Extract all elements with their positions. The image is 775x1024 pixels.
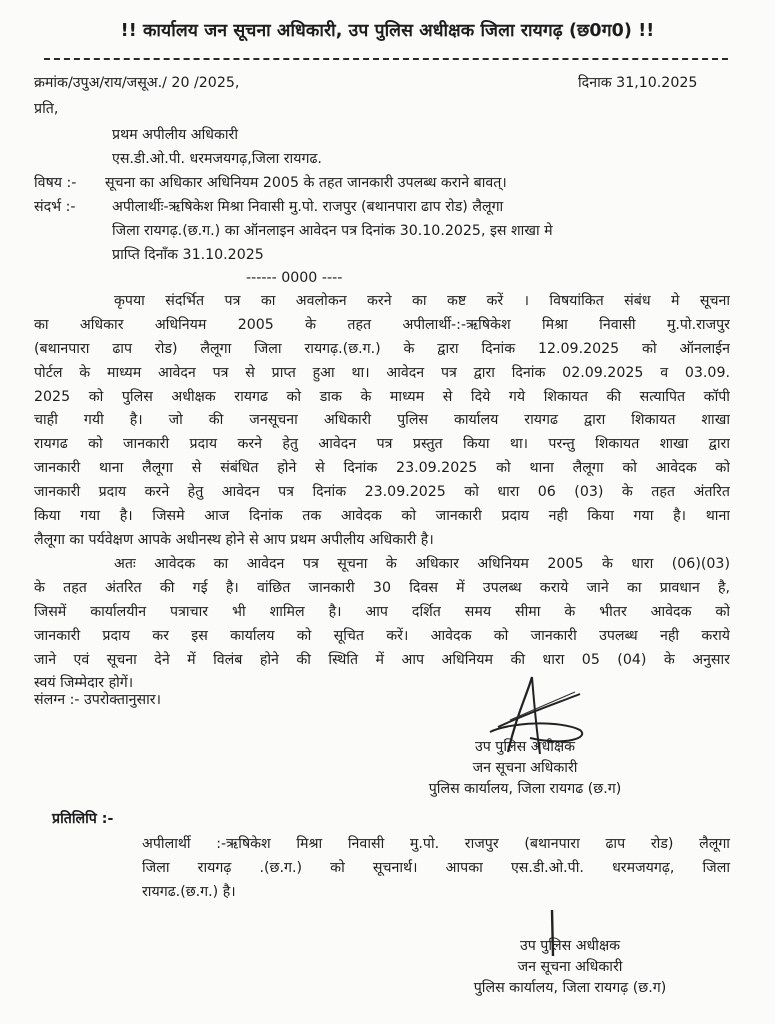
letter-heading: !! कार्यालय जन सूचना अधिकारी, उप पुलिस अधीक्षक जिला रायगढ़ (छ0ग0) !! [120,21,655,41]
body-paragraph-2 [34,553,730,696]
reference-line-1: अपीलार्थीः-ऋषिकेश मिश्रा निवासी मु.पो. राजपुर (बथानपारा ढाप रोड) लैलूगा [112,199,504,215]
reference-label: संदर्भ :- [34,199,76,215]
body-line: स्वयं जिम्मेदार होगें। [34,675,134,692]
body-line: किया गया है। जिसमे आज दिनांक तक आवेदक को जानकारी प्रदाय नही किया गया है। थाना [34,508,730,525]
signature-block-2 [430,936,710,999]
reference-number: क्रमांक/उपुअ/राय/जसूअ./ 20 /2025, [34,75,240,91]
subject-label: विषय :- [34,175,77,191]
section-separator: ------ 0000 ---- [246,270,343,286]
signatory-designation: उप पुलिस अधीक्षक [519,938,621,954]
body-line: का अधिकार अधिनियम 2005 के तहत अपीलार्थी-:-ऋषिकेश मिश्रा निवासी मु.पो.राजपुर [34,316,730,333]
signatory-office: पुलिस कार्यालय, जिला रायगढ (छ.ग) [428,781,622,797]
body-line: जानकारी प्रदाय करने हेतु आवेदन पत्र दिनांक 23.09.2025 को धारा 06 (03) के तहत अंतरित [34,484,730,501]
reference-line-3: प्राप्ति दिनाँक 31.10.2025 [112,247,264,263]
body-line: चाही गयी है। जो की जनसूचना अधिकारी पुलिस कार्यालय रायगढ द्वारा शिकायत शाखा [34,412,730,429]
signature-block-1 [420,737,630,800]
body-line: पोर्टल के माध्यम आवेदन पत्र से प्राप्त हुआ था। आवेदन पत्र द्वारा दिनांक 02.09.2025 व 03.09. [34,364,730,381]
recipient-line-2: एस.डी.ओ.पी. धरमजयगढ़,जिला रायगढ. [112,151,322,167]
enclosure: संलग्न :- उपरोक्तानुसार। [34,692,161,708]
copy-line: रायगढ.(छ.ग.) है। [142,884,236,900]
body-line: रायगढ को जानकारी प्रदाय करने हेतु आवेदन पत्र प्रस्तुत किया था। परन्तु शिकायत शाखा द्वारा [34,436,730,453]
body-line: 2025 को पुलिस अधीक्षक रायगढ को डाक के माध्यम से दिये गये शिकायत की सत्यापित कॉपी [34,388,730,405]
body-line: लैलूगा का पर्यवेक्षण आपके अधीनस्थ होने से आप प्रथम अपीलीय अधिकारी है। [34,531,434,548]
body-paragraph-1 [34,290,730,553]
letter-date: दिनाक 31,10.2025 [578,75,698,91]
to-label: प्रति, [34,101,59,117]
body-line: जाने एवं सूचना देने में विलंब होने की स्थिति में आप अधिनियम की धारा 05 (04) के अनुसार [34,651,730,668]
body-line: के तहत अंतरित की गई है। वांछित जानकारी 30 दिवस में उपलब्ध कराये जाने का प्रावधान है, [34,579,730,596]
body-line: कृपया संदर्भित पत्र का अवलोकन करने का कष्ट करें । विषयांकित संबंध मे सूचना [114,293,730,309]
copy-block [142,832,730,904]
recipient-line-1: प्रथम अपीलीय अधिकारी [112,127,239,143]
reference-line-2: जिला रायगढ़.(छ.ग.) का ऑनलाइन आवेदन पत्र दिनांक 30.10.2025, इस शाखा मे [112,223,553,239]
signatory-office: पुलिस कार्यालय, जिला रायगढ़ (छ.ग) [473,980,667,996]
subject-text: सूचना का अधिकार अधिनियम 2005 के तहत जानकारी उपलब्ध कराने बावत्। [105,175,507,191]
body-line: (बथानपारा ढाप रोड) लैलूगा जिला रायगढ़.(छ.ग.) के द्वारा दिनांक 12.09.2025 को ऑनलाईन [34,340,730,357]
body-line: जानकारी प्रदाय कर इस कार्यालय को सूचित करें। आवेदक को जानकारी उपलब्ध नही कराये [34,627,730,644]
body-line: अतः आवेदक का आवेदन पत्र सूचना के अधिकार अधिनियम 2005 के धारा (06)(03) [114,556,730,572]
heading-divider [44,58,728,60]
body-line: जिसमें कार्यालयीन पत्राचार भी शामिल है। आप दर्शित समय सीमा के भीतर आवेदक को [34,603,730,620]
copy-label: प्रतिलिपि :- [52,811,114,827]
body-line: जानकारी थाना लैलूगा से संबंधित होने से दिनांक 23.09.2025 को थाना लैलूगा को आवेदक को [34,460,730,477]
copy-line: जिला रायगढ़ .(छ.ग.) को सूचनार्थ। आपका एस.डी.ओ.पी. धरमजयगढ़, जिला [142,860,730,876]
signatory-role: जन सूचना अधिकारी [472,760,578,776]
copy-line: अपीलार्थी :-ऋषिकेश मिश्रा निवासी मु.पो. राजपुर (बथानपारा ढाप रोड) लैलूगा [142,836,730,852]
signatory-role: जन सूचना अधिकारी [517,959,623,975]
signatory-designation: उप पुलिस अधीक्षक [474,739,576,755]
